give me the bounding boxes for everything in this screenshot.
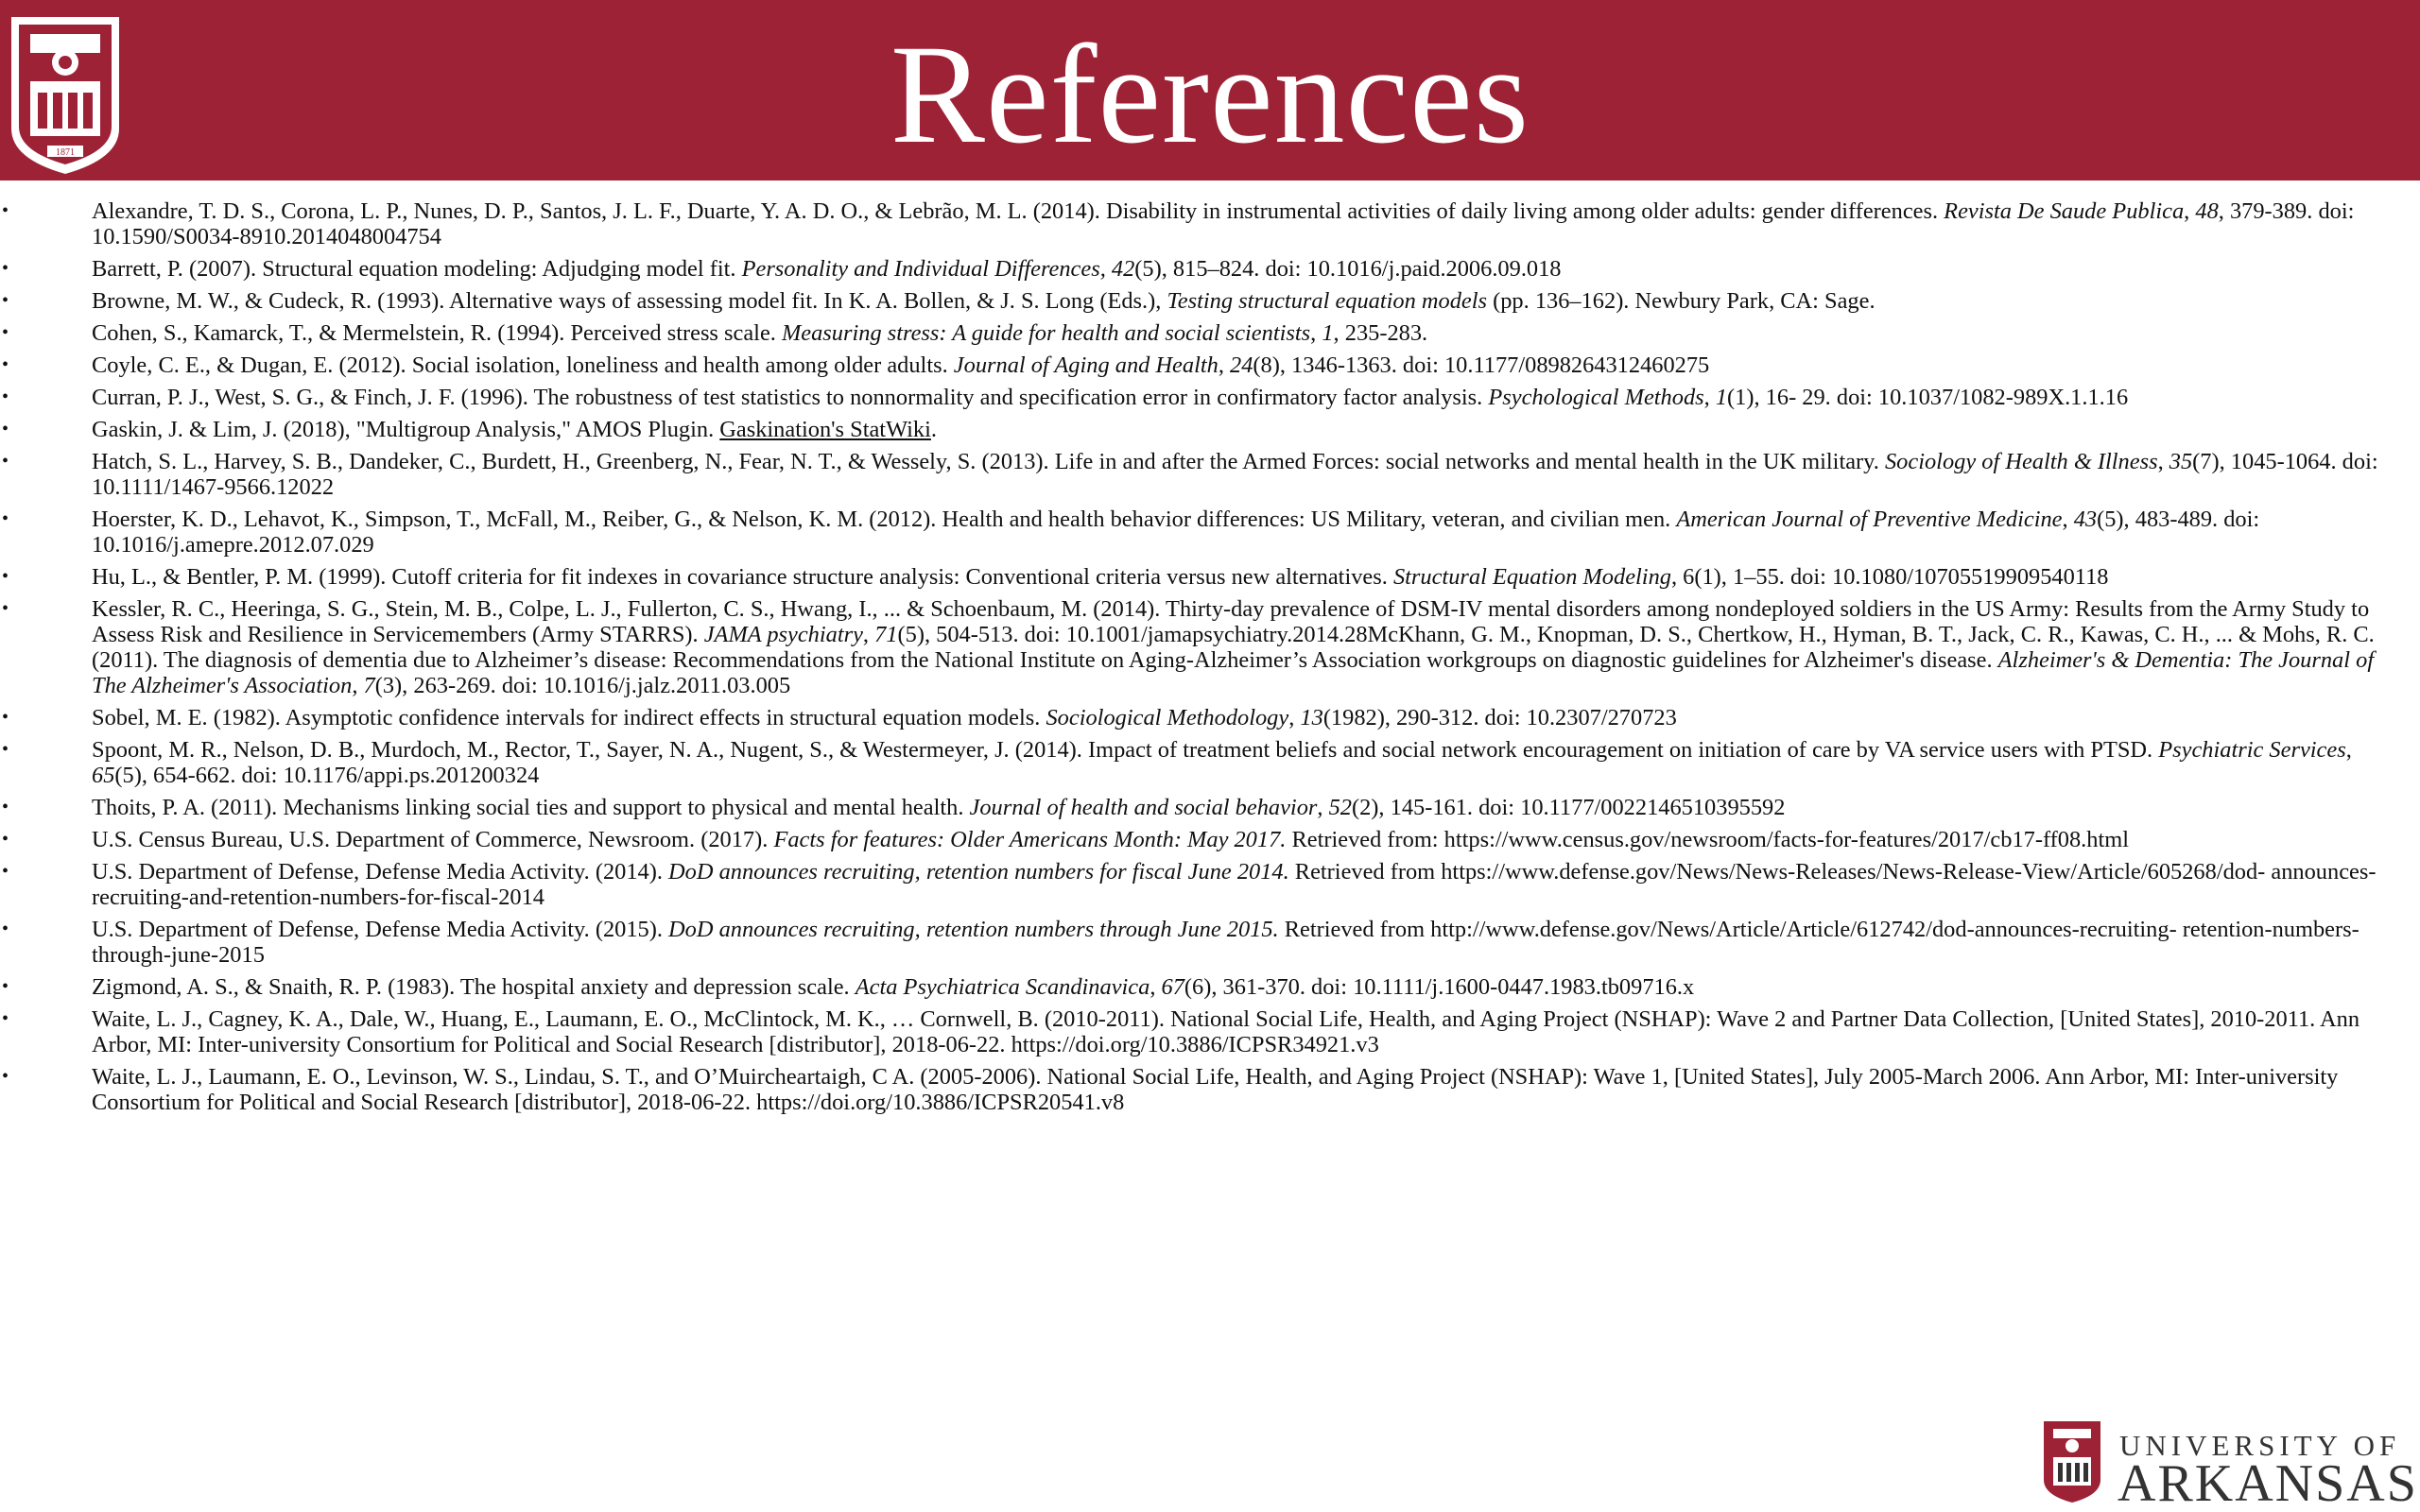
reference-item <box>0 507 2401 558</box>
reference-text: , <box>2184 198 2196 224</box>
university-logo <box>2042 1416 2418 1512</box>
reference-item <box>0 859 2401 910</box>
reference-italic-text: 71 <box>874 622 898 647</box>
reference-item <box>0 596 2401 698</box>
reference-item <box>0 256 2401 282</box>
reference-italic-text: Psychological Methods <box>1488 385 1704 410</box>
reference-italic-text: American Journal of Preventive Medicine <box>1676 507 2063 532</box>
reference-italic-text: 24 <box>1230 352 1253 378</box>
reference-text: Thoits, P. A. (2011). Mechanisms linking social ties and support to physical and mental health. <box>92 795 970 820</box>
reference-text: (5), 483-489. doi: 10.1016/j.amepre.2012.07.029 <box>92 507 2260 558</box>
reference-link[interactable]: Gaskination's StatWiki <box>719 417 931 442</box>
reference-italic-text: Journal of health and social behavior <box>969 795 1318 820</box>
reference-italic-text: Psychiatric Services <box>2158 737 2346 763</box>
reference-text: (6), 361-370. doi: 10.1111/j.1600-0447.1983.tb09716.x <box>1184 974 1695 1000</box>
reference-text: (5), 654-662. doi: 10.1176/appi.ps.201200324 <box>114 763 540 788</box>
reference-italic-text: Structural Equation Modeling <box>1392 564 1671 590</box>
reference-item <box>0 795 2401 820</box>
reference-item <box>0 827 2401 852</box>
reference-text: Retrieved from: https://www.census.gov/newsroom/facts-for-features/2017/cb17-ff08.html <box>1286 827 2129 852</box>
footer-crest-icon <box>2042 1418 2102 1504</box>
reference-italic-text: 35 <box>2169 449 2193 474</box>
reference-text: Curran, P. J., West, S. G., & Finch, J. F. (1996). The robustness of test statistics to nonnormality and specification error in confirmatory factor analysis. <box>92 385 1489 410</box>
reference-item <box>0 737 2401 788</box>
reference-text: Zigmond, A. S., & Snaith, R. P. (1983). The hospital anxiety and depression scale. <box>92 974 856 1000</box>
reference-text: Sobel, M. E. (1982). Asymptotic confidence intervals for indirect effects in structural equation models. <box>92 705 1046 730</box>
reference-text: (1982), 290-312. doi: 10.2307/270723 <box>1322 705 1677 730</box>
reference-text: , <box>1218 352 1231 378</box>
reference-text: (pp. 136–162). Newbury Park, CA: Sage. <box>1487 288 1876 314</box>
reference-text: Hu, L., & Bentler, P. M. (1999). Cutoff criteria for fit indexes in covariance structure analysis: Conventional criteria versus new alternatives. <box>92 564 1393 590</box>
reference-item <box>0 564 2401 590</box>
reference-italic-text: 1 <box>1715 385 1728 410</box>
reference-item <box>0 320 2401 346</box>
reference-text: (5), 815–824. doi: 10.1016/j.paid.2006.09.018 <box>1134 256 1562 282</box>
reference-item <box>0 1006 2401 1057</box>
reference-text: Browne, M. W., & Cudeck, R. (1993). Alternative ways of assessing model fit. In K. A. Bollen, & J. S. Long (Eds.), <box>92 288 1167 314</box>
reference-italic-text: 13 <box>1300 705 1323 730</box>
reference-text: Gaskin, J. & Lim, J. (2018), "Multigroup Analysis," AMOS Plugin. <box>92 417 720 442</box>
reference-item <box>0 198 2401 249</box>
reference-italic-text: Sociological Methodology <box>1046 705 1289 730</box>
reference-italic-text: Testing structural equation models <box>1167 288 1488 314</box>
reference-text: , <box>2345 737 2352 763</box>
reference-text: Hatch, S. L., Harvey, S. B., Dandeker, C., Burdett, H., Greenberg, N., Fear, N. T., & Wessely, S. (2013). Life in and after the Armed Forces: social networks and mental health in the UK military. <box>92 449 1885 474</box>
reference-text: (7), 1045-1064. doi: 10.1111/1467-9566.12022 <box>92 449 2378 500</box>
reference-italic-text: 43 <box>2073 507 2098 532</box>
reference-text: , <box>862 622 875 647</box>
reference-italic-text: Measuring stress: A guide for health and social scientists <box>781 320 1311 346</box>
reference-text: , <box>1310 320 1322 346</box>
reference-italic-text: 1 <box>1322 320 1334 346</box>
reference-text: Barrett, P. (2007). Structural equation modeling: Adjudging model fit. <box>92 256 742 282</box>
reference-text: Coyle, C. E., & Dugan, E. (2012). Social isolation, loneliness and health among older adults. <box>92 352 954 378</box>
logo-university-line: UNIVERSITY OF <box>2119 1429 2401 1462</box>
reference-item <box>0 385 2401 410</box>
reference-italic-text: DoD announces recruiting, retention numbers for fiscal June 2014. <box>668 859 1289 885</box>
reference-italic-text: JAMA psychiatry <box>703 622 863 647</box>
reference-italic-text: 7 <box>363 673 375 698</box>
svg-text:1871: 1871 <box>56 147 75 158</box>
reference-italic-text: 65 <box>92 763 115 788</box>
reference-text: Retrieved from http://www.defense.gov/News/Article/Article/612742/dod-announces-recruiting- retention-numbers-through-june-2015 <box>92 917 2360 968</box>
logo-name-line: ARKANSAS <box>2118 1454 2418 1512</box>
reference-text: Hoerster, K. D., Lehavot, K., Simpson, T., McFall, M., Reiber, G., & Nelson, K. M. (2012). Health and health behavior differences: US Military, veteran, and civilian men. <box>92 507 1677 532</box>
reference-text: U.S. Census Bureau, U.S. Department of Commerce, Newsroom. (2017). <box>92 827 774 852</box>
reference-text: , <box>1317 795 1329 820</box>
reference-text: U.S. Department of Defense, Defense Media Activity. (2015). <box>92 917 669 942</box>
reference-text: , <box>2062 507 2074 532</box>
reference-text: (8), 1346-1363. doi: 10.1177/0898264312460275 <box>1253 352 1710 378</box>
reference-italic-text: 67 <box>1161 974 1184 1000</box>
reference-text: , 379-389. doi: 10.1590/S0034-8910.2014048004754 <box>92 198 2355 249</box>
reference-list <box>0 198 2401 1122</box>
reference-text: . <box>930 417 937 442</box>
reference-italic-text: Personality and Individual Differences, 42 <box>741 256 1135 282</box>
reference-text: Waite, L. J., Laumann, E. O., Levinson, W. S., Lindau, S. T., and O’Muircheartaigh, C A. (2005-2006). National Social Life, Health, and Aging Project (NSHAP): Wave 1, [United States], July 2005-March 2006. Ann Arbor, MI: Inter-university Consortium for Political and Social Research [distributor], 2018-06-22. https://doi.org/10.3886/ICPSR20541.v8 <box>92 1064 2339 1115</box>
reference-text: , <box>2157 449 2169 474</box>
reference-text: Waite, L. J., Cagney, K. A., Dale, W., Huang, E., Laumann, E. O., McClintock, M. K., … Cornwell, B. (2010-2011). National Social Life, Health, and Aging Project (NSHAP): Wave 2 and Partner Data Collection, [United States], 2010-2011. Ann Arbor, MI: Inter-university Consortium for Political and Social Research [distributor], 2018-06-22. https://doi.org/10.3886/ICPSR34921.v3 <box>92 1006 2360 1057</box>
reference-text: Spoont, M. R., Nelson, D. B., Murdoch, M., Rector, T., Sayer, N. A., Nugent, S., & Westermeyer, J. (2014). Impact of treatment beliefs and social network encouragement on initiation of care by VA service users with PTSD. <box>92 737 2159 763</box>
reference-italic-text: 52 <box>1328 795 1352 820</box>
reference-text: , <box>1288 705 1301 730</box>
reference-item <box>0 974 2401 1000</box>
reference-italic-text: Facts for features: Older Americans Month: May 2017. <box>773 827 1287 852</box>
reference-text: (5), 504-513. doi: 10.1001/jamapsychiatry.2014.28McKhann, G. M., Knopman, D. S., Chertkow, H., Hyman, B. T., Jack, C. R., Kawas, C. H., ... & Mohs, R. C. (2011). The diagnosis of dementia due to Alzheimer’s disease: Recommendations from the National Institute on Aging-Alzheimer’s Association workgroups on diagnostic guidelines for Alzheimer's disease. <box>92 622 2375 673</box>
reference-italic-text: Acta Psychiatrica Scandinavica <box>855 974 1150 1000</box>
reference-text: , <box>1703 385 1716 410</box>
page-title: References <box>890 16 1530 173</box>
reference-text: Kessler, R. C., Heeringa, S. G., Stein, M. B., Colpe, L. J., Fullerton, C. S., Hwang, I., ... & Schoenbaum, M. (2014). Thirty-day prevalence of DSM-IV mental disorders among nondeployed soldiers in the US Army: Results from the Army Study to Assess Risk and Resilience in Servicemembers (Army STARRS). <box>92 596 2370 647</box>
reference-item <box>0 705 2401 730</box>
reference-text: (2), 145-161. doi: 10.1177/0022146510395592 <box>1351 795 1786 820</box>
reference-text: , 235-283. <box>1333 320 1428 346</box>
reference-item <box>0 1064 2401 1115</box>
reference-item <box>0 352 2401 378</box>
reference-text: , <box>1150 974 1162 1000</box>
reference-item <box>0 288 2401 314</box>
reference-item <box>0 917 2401 968</box>
reference-italic-text: Journal of Aging and Health <box>953 352 1219 378</box>
reference-text: (1), 16- 29. doi: 10.1037/1082-989X.1.1.16 <box>1727 385 2129 410</box>
reference-item <box>0 417 2401 442</box>
reference-italic-text: 48 <box>2195 198 2219 224</box>
reference-text: Alexandre, T. D. S., Corona, L. P., Nunes, D. P., Santos, J. L. F., Duarte, Y. A. D. O., & Lebrão, M. L. (2014). Disability in instrumental activities of daily living among older adults: gender differences. <box>92 198 1945 224</box>
reference-text: U.S. Department of Defense, Defense Media Activity. (2014). <box>92 859 669 885</box>
reference-item <box>0 449 2401 500</box>
reference-italic-text: Revista De Saude Publica <box>1944 198 2185 224</box>
reference-text: , <box>352 673 364 698</box>
reference-italic-text: Sociology of Health & Illness <box>1884 449 2158 474</box>
reference-text: Cohen, S., Kamarck, T., & Mermelstein, R. (1994). Perceived stress scale. <box>92 320 782 346</box>
reference-text: (3), 263-269. doi: 10.1016/j.jalz.2011.03.005 <box>374 673 791 698</box>
reference-text: , 6(1), 1–55. doi: 10.1080/10705519909540118 <box>1670 564 2109 590</box>
reference-italic-text: DoD announces recruiting, retention numbers through June 2015. <box>668 917 1279 942</box>
reference-text: Retrieved from https://www.defense.gov/News/News-Releases/News-Release-View/Article/605268/dod- announces-recruiting-and-retention-numbers-for-fiscal-2014 <box>92 859 2377 910</box>
reference-italic-text: Alzheimer's & Dementia: The Journal of The Alzheimer's Association <box>92 647 2375 698</box>
